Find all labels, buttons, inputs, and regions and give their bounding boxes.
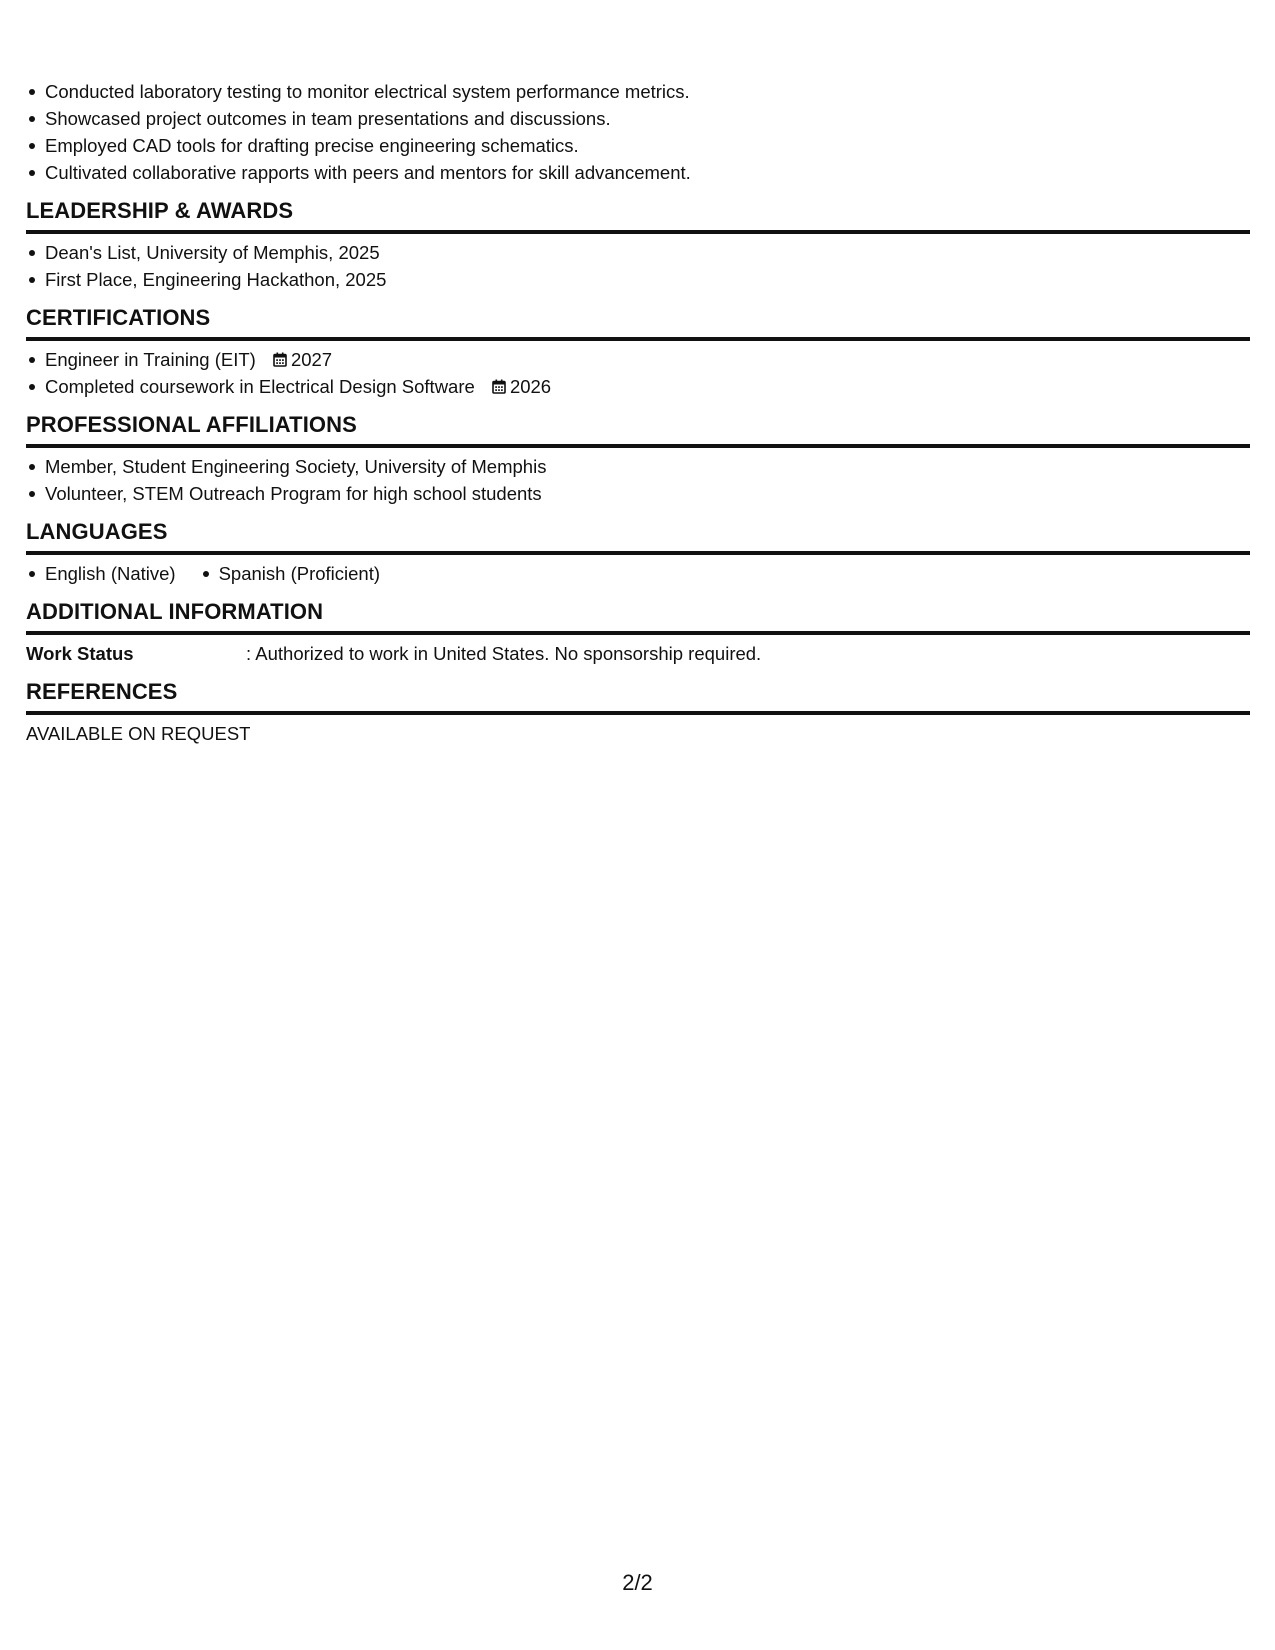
certifications-list (26, 346, 1250, 400)
resume-page (26, 78, 1250, 747)
page-number: 2/2 (622, 1570, 653, 1595)
experience-bullet: Showcased project outcomes in team presentations and discussions. (26, 105, 1250, 132)
certification-name: Completed coursework in Electrical Design Software (45, 376, 475, 397)
certification-item (26, 346, 1250, 373)
experience-bullet: Employed CAD tools for drafting precise engineering schematics. (26, 132, 1250, 159)
languages-heading: LANGUAGES (26, 517, 1250, 555)
experience-bullet: Conducted laboratory testing to monitor electrical system performance metrics. (26, 78, 1250, 105)
leadership-item: Dean's List, University of Memphis, 2025 (26, 239, 1250, 266)
leadership-list (26, 239, 1250, 293)
experience-bullet: Cultivated collaborative rapports with peers and mentors for skill advancement. (26, 159, 1250, 186)
certifications-heading: CERTIFICATIONS (26, 303, 1250, 341)
affiliations-heading: PROFESSIONAL AFFILIATIONS (26, 410, 1250, 448)
affiliation-item: Member, Student Engineering Society, University of Memphis (26, 453, 1250, 480)
languages-list (26, 560, 1250, 587)
work-status-row (26, 640, 1250, 667)
leadership-heading: LEADERSHIP & AWARDS (26, 196, 1250, 234)
references-text: AVAILABLE ON REQUEST (26, 723, 251, 744)
language-item: English (Native) (26, 560, 176, 587)
references-heading: REFERENCES (26, 677, 1250, 715)
affiliation-item: Volunteer, STEM Outreach Program for high school students (26, 480, 1250, 507)
experience-bullet-list (26, 78, 1250, 186)
certification-name: Engineer in Training (EIT) (45, 349, 256, 370)
language-item: Spanish (Proficient) (200, 560, 380, 587)
work-status-value: : Authorized to work in United States. No sponsorship required. (246, 643, 762, 664)
calendar-icon (492, 379, 506, 394)
work-status-label: Work Status (26, 643, 134, 664)
calendar-icon (273, 352, 287, 367)
additional-info-heading: ADDITIONAL INFORMATION (26, 597, 1250, 635)
certification-year: 2026 (509, 376, 552, 397)
certification-item (26, 373, 1250, 400)
certification-year: 2027 (290, 349, 333, 370)
affiliations-list (26, 453, 1250, 507)
leadership-item: First Place, Engineering Hackathon, 2025 (26, 266, 1250, 293)
